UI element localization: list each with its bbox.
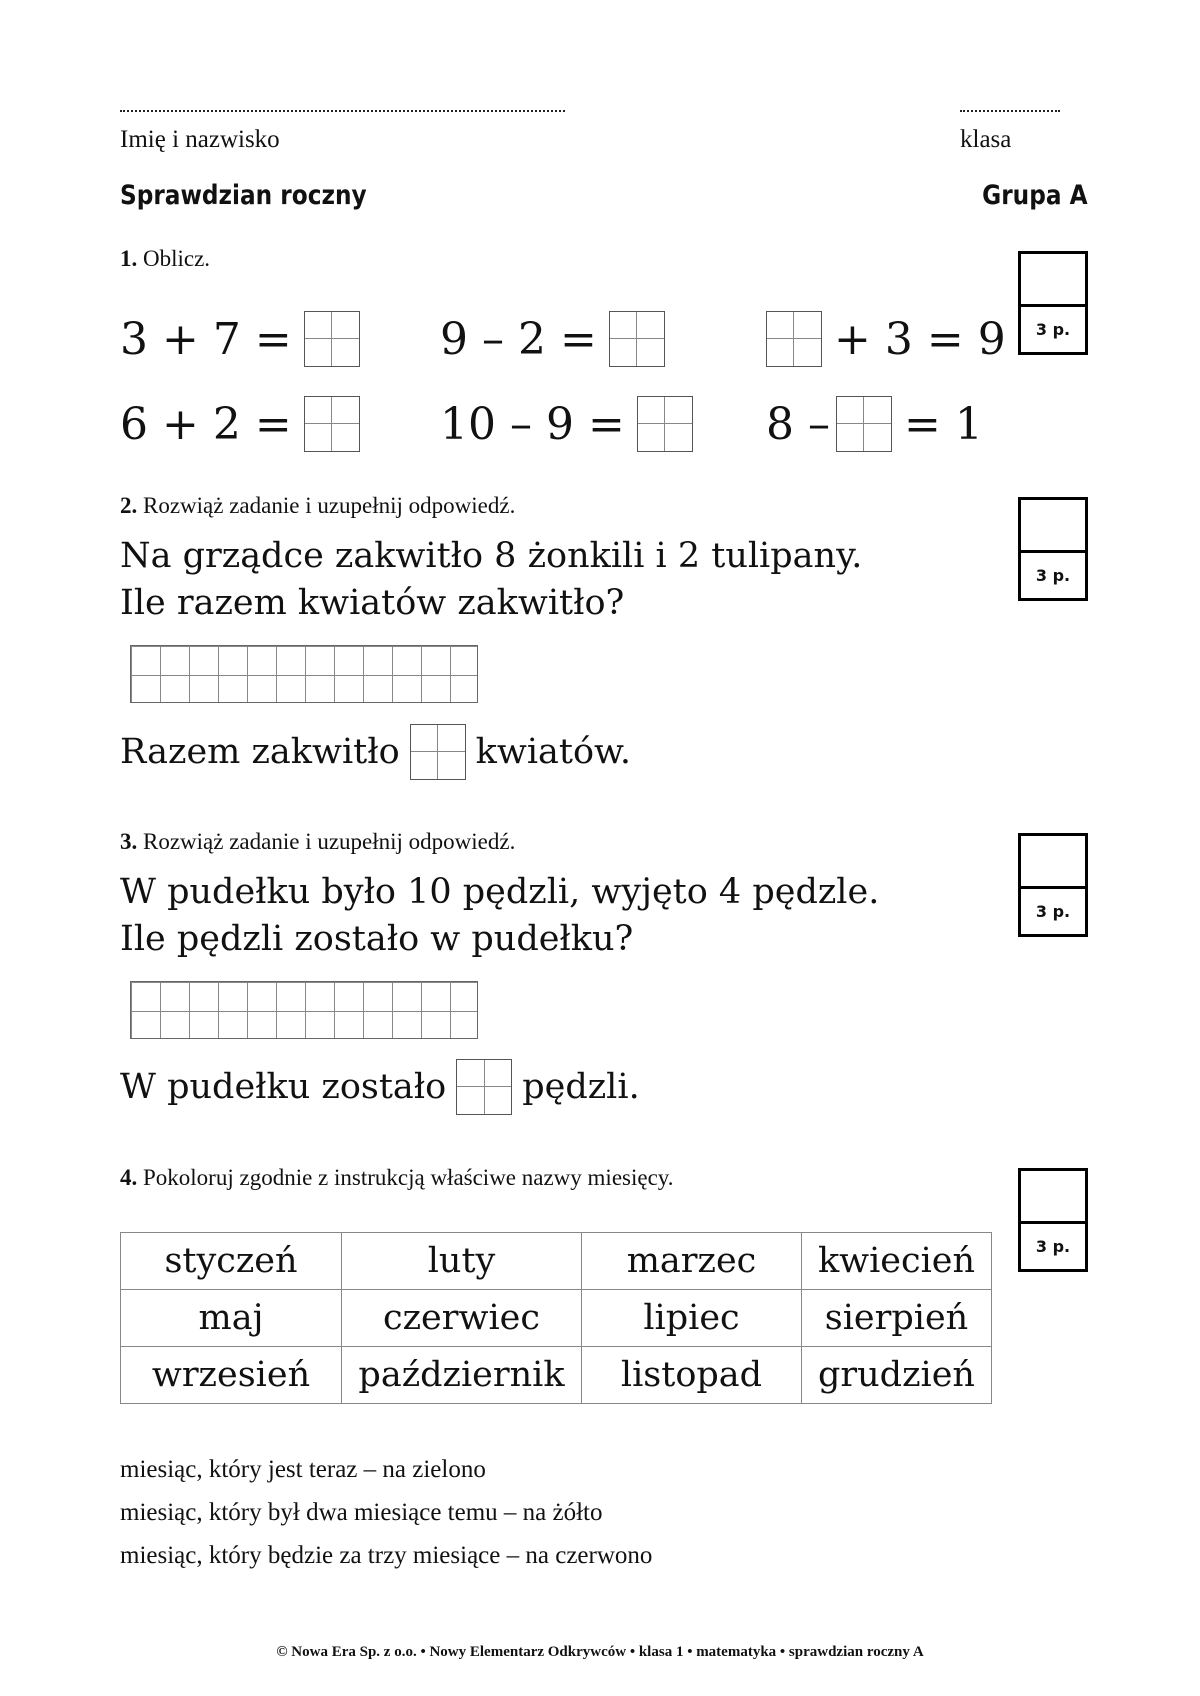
task2-answer: Razem zakwitło kwiatów. <box>120 724 631 780</box>
answer-box-5[interactable] <box>637 396 693 452</box>
table-row <box>121 1290 992 1347</box>
month-cell-luty[interactable]: luty <box>342 1233 582 1290</box>
equation-2: 9 – 2 = <box>440 311 665 367</box>
rule-red: miesiąc, który będzie za trzy miesiące – na czerwono <box>120 1542 653 1569</box>
month-cell-wrzesien[interactable]: wrzesień <box>121 1347 342 1404</box>
month-cell-czerwiec[interactable]: czerwiec <box>342 1290 582 1347</box>
task4-score-box <box>1018 1168 1088 1272</box>
name-line[interactable] <box>120 110 565 112</box>
task3-answer: W pudełku zostało pędzli. <box>120 1059 640 1115</box>
task3-number: 3. <box>120 829 138 854</box>
task1-instruction <box>120 246 210 272</box>
task3-text: Rozwiąż zadanie i uzupełnij odpowiedź. <box>143 829 516 854</box>
task1-text: Oblicz. <box>143 246 211 271</box>
task3-line-1: W pudełku było 10 pędzli, wyjęto 4 pędzle. <box>120 872 880 912</box>
footer-copyright: © Nowa Era Sp. z o.o. • Nowy Elementarz Odkrywców • klasa 1 • matematyka • sprawdzian roczny A <box>276 1644 924 1660</box>
task1-score-field[interactable] <box>1021 254 1085 307</box>
task2-score-box <box>1018 497 1088 601</box>
task1-number: 1. <box>120 246 138 271</box>
rule-yellow: miesiąc, który był dwa miesiące temu – na żółto <box>120 1499 603 1526</box>
task4-text: Pokoloruj zgodnie z instrukcją właściwe nazwy miesięcy. <box>143 1165 674 1190</box>
group-label: Grupa A <box>982 180 1088 211</box>
task2-calculation-grid[interactable] <box>130 645 478 703</box>
answer-box-6[interactable] <box>836 396 892 452</box>
month-cell-grudzien[interactable]: grudzień <box>802 1347 992 1404</box>
task4-instruction <box>120 1165 674 1191</box>
task1-score-box <box>1018 251 1088 355</box>
months-table <box>120 1232 992 1404</box>
month-cell-styczen[interactable]: styczeń <box>121 1233 342 1290</box>
task3-story <box>120 869 879 963</box>
answer-box-1[interactable] <box>304 311 360 367</box>
page-title: Sprawdzian roczny <box>120 180 367 211</box>
task3-score-field[interactable] <box>1021 836 1085 889</box>
task2-number: 2. <box>120 493 138 518</box>
name-label: Imię i nazwisko <box>120 126 280 153</box>
task1-points: 3 p. <box>1035 320 1071 339</box>
task2-text: Rozwiąż zadanie i uzupełnij odpowiedź. <box>143 493 516 518</box>
task3-line-2: Ile pędzli zostało w pudełku? <box>120 919 634 959</box>
equation-5: 10 – 9 = <box>440 396 693 452</box>
month-cell-marzec[interactable]: marzec <box>582 1233 802 1290</box>
task2-score-field[interactable] <box>1021 500 1085 553</box>
task2-instruction <box>120 493 515 519</box>
task3-points: 3 p. <box>1035 902 1071 921</box>
task4-points: 3 p. <box>1035 1237 1071 1256</box>
equation-4: 6 + 2 = <box>120 396 360 452</box>
month-cell-maj[interactable]: maj <box>121 1290 342 1347</box>
table-row <box>121 1347 992 1404</box>
table-row <box>121 1233 992 1290</box>
task2-story <box>120 533 862 627</box>
answer-box-4[interactable] <box>304 396 360 452</box>
task3-instruction <box>120 829 515 855</box>
month-cell-kwiecien[interactable]: kwiecień <box>802 1233 992 1290</box>
task2-answer-box[interactable] <box>410 724 466 780</box>
class-label: klasa <box>960 126 1012 153</box>
task3-calculation-grid[interactable] <box>130 981 478 1039</box>
answer-box-2[interactable] <box>609 311 665 367</box>
month-cell-pazdziernik[interactable]: październik <box>342 1347 582 1404</box>
equation-3: + 3 = 9 <box>766 311 1006 367</box>
equation-6: 8 – = 1 <box>766 396 983 452</box>
task4-number: 4. <box>120 1165 138 1190</box>
task3-score-box <box>1018 833 1088 937</box>
answer-box-3[interactable] <box>766 311 822 367</box>
month-cell-lipiec[interactable]: lipiec <box>582 1290 802 1347</box>
rule-green: miesiąc, który jest teraz – na zielono <box>120 1456 486 1483</box>
task4-score-field[interactable] <box>1021 1171 1085 1224</box>
task2-line-2: Ile razem kwiatów zakwitło? <box>120 583 625 623</box>
class-line[interactable] <box>960 110 1060 112</box>
equation-1: 3 + 7 = <box>120 311 360 367</box>
coloring-rules <box>120 1448 652 1577</box>
month-cell-sierpien[interactable]: sierpień <box>802 1290 992 1347</box>
month-cell-listopad[interactable]: listopad <box>582 1347 802 1404</box>
task2-line-1: Na grządce zakwitło 8 żonkili i 2 tulipany. <box>120 536 863 576</box>
task2-points: 3 p. <box>1035 566 1071 585</box>
task3-answer-box[interactable] <box>456 1059 512 1115</box>
